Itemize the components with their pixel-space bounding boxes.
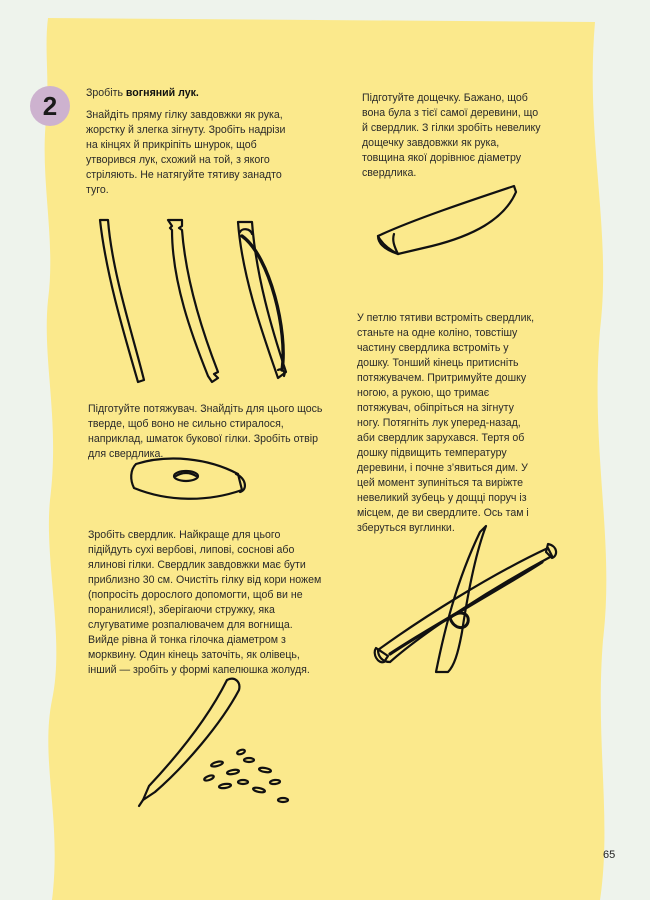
bow-drill-icon [372,522,562,682]
wooden-board-icon [372,180,522,260]
drill-making-instructions: Зробіть свердлик. Найкраще для цього підійдуть сухі вербові, липові, соснові або ялинові гілки. Свердлик завдовжки має бути приблизно 30 см. Очистіть гілку від кори ножем (попросіть дорослого допомогти, щоб ви не поранилися!), зберігаючи стружку, яка слугуватиме розпалювачем для вогнища. Вийде рівна й тонка гілочка діаметром з морквину. Один кінець заточіть, як олівець, інший — зробіть у формі капелюшка жолудя. [88,529,322,676]
step-title: вогняний лук. [125,87,199,99]
handle-block-icon [128,450,253,510]
bow-instructions: Знайдіть пряму гілку завдовжки як рука, жорстку й злегка зігнуту. Зробіть надрізи на кінцях й прикріпіть шнурок, щоб утворився лук, схожий на той, з якого стріляють. Не натягуйте тятиву занадто туго. [86,109,286,196]
wood-shavings [204,749,288,802]
board-instructions: Підготуйте дощечку. Бажано, щоб вона була з тієї самої деревини, що й свердлик. З гілки зробіть невелику дощечку завдовжки як рука, товщина якої дорівнює діаметру свердлика. [362,92,541,179]
drill-stick-icon [125,674,300,814]
step-number-badge: 2 [30,86,70,126]
page-number: 65 [603,849,616,861]
drill-usage-instructions: У петлю тятиви встроміть свердлик, станьте на одне коліно, товстішу частину свердлика встроміть у дошку. Тонший кінець притисніть потяжувачем. Притримуйте дошку ногою, а рукою, що тримає потяжувач, обіпріться на зігнуту ногу. Потягніть лук уперед-назад, аби свердлик заруxався. Тертя об дошку підвищить температуру деревини, і почне з’явиться дим. У цей момент зупиніться та виріжте невеликий зубець у дощці поруч із місцем, де ви свердлите. Ось там і зберуться вуглинки. [357,312,535,534]
step-intro: Зробіть [86,87,126,99]
step-heading [86,86,286,101]
handle-instructions: Підготуйте потяжувач. Знайдіть для цього щось тверде, щоб воно не сильно стиралося, наприклад, шматок букової гілки. Зробіть отвір для свердлика. [88,403,323,460]
bow-branch-icon [92,212,302,392]
